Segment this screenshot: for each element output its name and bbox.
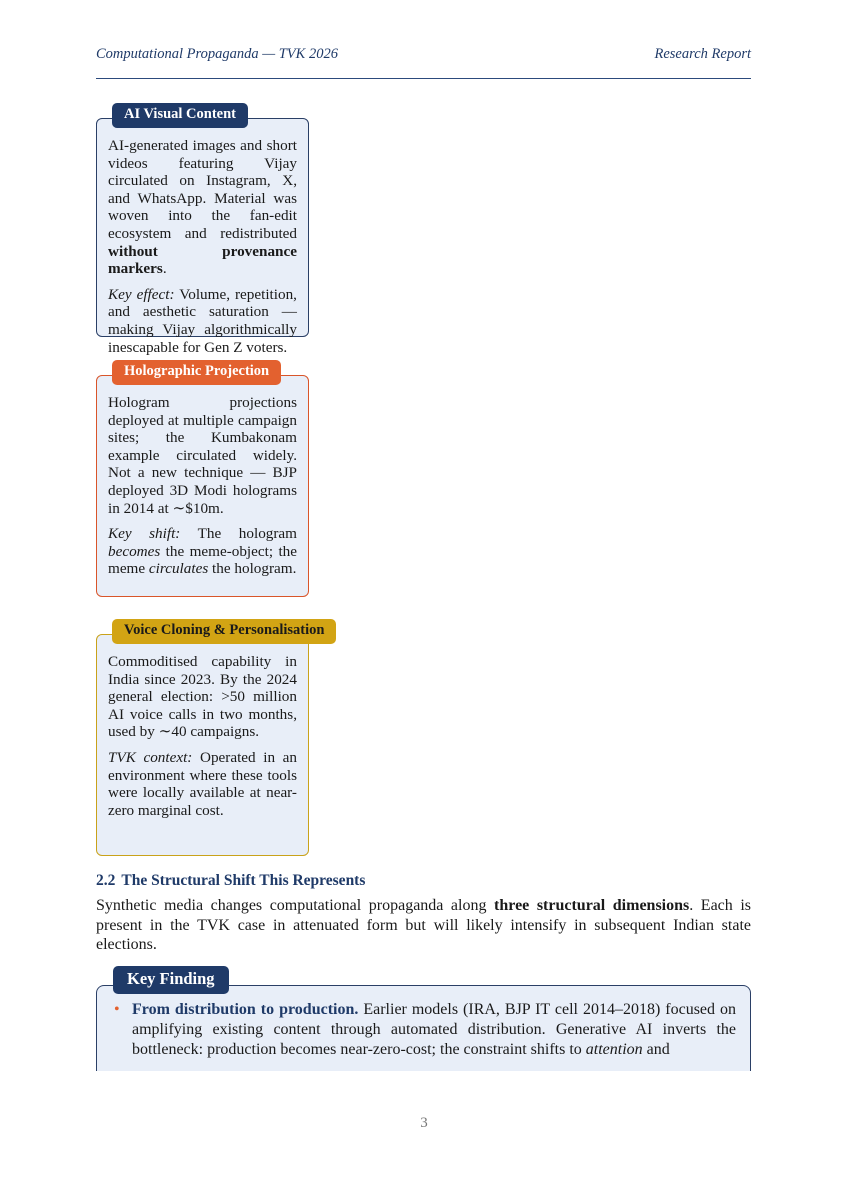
card-title: Holographic Projection bbox=[112, 360, 281, 385]
bullet-icon: • bbox=[114, 1001, 120, 1018]
card-key-text: The hologram bbox=[180, 525, 297, 543]
bullet-text-end: and bbox=[642, 1041, 670, 1058]
key-finding-label: Key Finding bbox=[113, 966, 229, 994]
card-holographic-projection bbox=[96, 363, 309, 597]
card-key-text: Operated in an environment where these tools were locally available at near-zero marginal cost. bbox=[108, 748, 297, 819]
bullet-emphasis: attention bbox=[585, 1041, 643, 1058]
card-voice-cloning bbox=[96, 622, 325, 856]
running-header bbox=[96, 46, 751, 63]
card-body-end: . bbox=[162, 260, 167, 278]
card-key-emphasis: circulates bbox=[148, 560, 209, 578]
bullet-text: Earlier models (IRA, BJP IT cell 2014–2018) focused on amplifying existing content through automated distribution. Generative AI inverts the bottleneck: production becomes near-zero-cost; the constraint shifts to bbox=[132, 1001, 736, 1058]
header-rule bbox=[96, 78, 751, 79]
card-ai-visual-content bbox=[96, 106, 309, 356]
card-key-text: the hologram. bbox=[208, 560, 297, 578]
card-body bbox=[108, 137, 297, 278]
section-title: The Structural Shift This Represents bbox=[121, 872, 366, 889]
card-key-text: Volume, repetition, and aesthetic saturation — making Vijay algorithmically inescapable for Gen Z voters. bbox=[108, 285, 297, 356]
card-title: AI Visual Content bbox=[112, 103, 248, 128]
card-body-text: AI-generated images and short videos featuring Vijay circulated on Instagram, X, and WhatsApp. Material was woven into the fan-edit ecosystem and redistributed bbox=[108, 137, 297, 242]
card-key bbox=[108, 525, 297, 578]
section-number: 2.2 bbox=[96, 872, 116, 889]
header-title: Computational Propaganda — TVK 2026 bbox=[96, 46, 338, 62]
card-body: Commoditised capability in India since 2023. By the 2024 general election: >50 million AI voice calls in two months, used by ∼40 campaigns. bbox=[108, 653, 297, 741]
card-key bbox=[108, 286, 297, 356]
card-key-text: the meme-object; the meme bbox=[108, 542, 297, 578]
paragraph-text: . Each is present in the TVK case in attenuated form but will likely intensify in subsequent Indian state elections. bbox=[96, 897, 751, 953]
bullet-title: From distribution to production. bbox=[132, 1001, 359, 1018]
page-number: 3 bbox=[420, 1115, 428, 1131]
card-key-emphasis: becomes bbox=[108, 542, 161, 560]
card-key bbox=[108, 749, 297, 819]
card-body: Hologram projections deployed at multiple campaign sites; the Kumbakonam example circulated widely. Not a new technique — BJP deployed 3D Modi holograms in 2014 at ∼$10m. bbox=[108, 394, 297, 517]
card-key-label: Key effect: bbox=[108, 285, 175, 303]
header-report-label: Research Report bbox=[654, 46, 751, 62]
key-finding-box bbox=[96, 969, 751, 1071]
section-paragraph bbox=[96, 896, 751, 955]
card-body-emphasis: without provenance markers bbox=[108, 242, 297, 278]
paragraph-emphasis: three structural dimensions bbox=[494, 897, 690, 914]
paragraph-text: Synthetic media changes computational propaganda along bbox=[96, 897, 495, 914]
finding-bullet-item bbox=[114, 1000, 736, 1060]
card-key-label: Key shift: bbox=[108, 525, 181, 543]
section-heading bbox=[96, 872, 365, 890]
card-title: Voice Cloning & Personalisation bbox=[112, 619, 336, 644]
card-key-label: TVK context: bbox=[108, 748, 193, 766]
